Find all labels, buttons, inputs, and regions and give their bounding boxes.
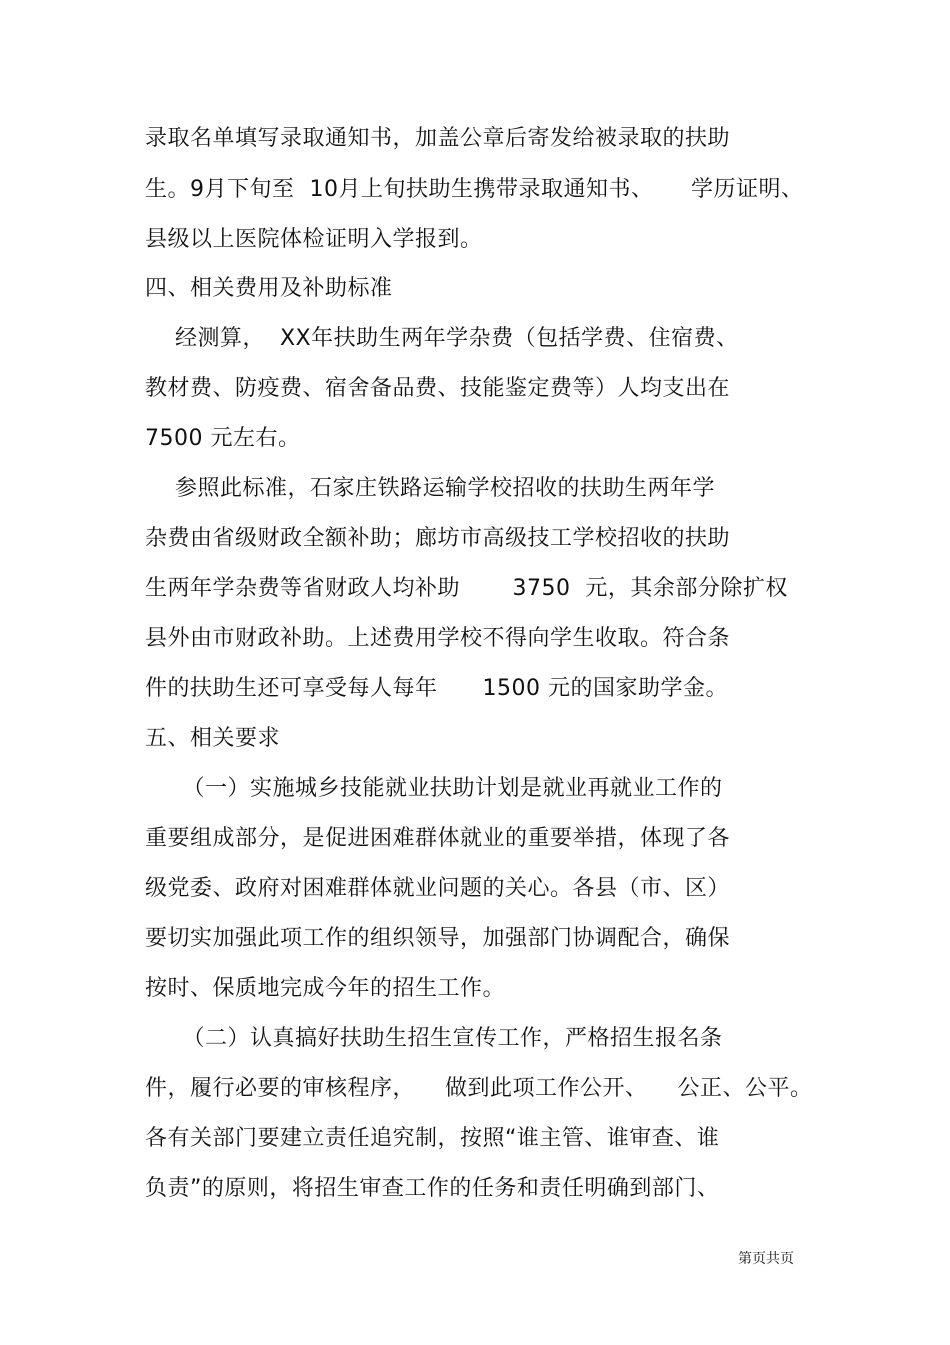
text-line: 件的扶助生还可享受每人每年 1500 元的国家助学金。	[145, 676, 728, 701]
text-line: 级党委、政府对困难群体就业问题的关心。各县（市、区）	[145, 876, 731, 901]
text-line: 重要组成部分，是促进困难群体就业的重要举措，体现了各	[145, 826, 731, 851]
page-footer-label: 第页共页	[738, 1251, 794, 1267]
text-line: 按时、保质地完成今年的招生工作。	[145, 976, 506, 1001]
text-line: 教材费、防疫费、宿舍备品费、技能鉴定费等）人均支出在	[145, 376, 731, 401]
text-line: 负责”的原则，将招生审查工作的任务和责任明确到部门、	[145, 1176, 720, 1201]
text-line: 经测算， XX年扶助生两年学杂费（包括学费、住宿费、	[145, 326, 739, 351]
text-line: 参照此标准，石家庄铁路运输学校招收的扶助生两年学	[145, 476, 715, 501]
text-line: 各有关部门要建立责任追究制，按照“谁主管、谁审查、谁	[145, 1126, 720, 1151]
section-heading-five: 五、相关要求	[145, 726, 281, 751]
text-line: 生。9月下旬至 10月上旬扶助生携带录取通知书、 学历证明、	[145, 177, 804, 202]
text-line: 县外由市财政补助。上述费用学校不得向学生收取。符合条	[145, 626, 731, 651]
text-line: 生两年学杂费等省财政人均补助 3750 元，其余部分除扩权	[145, 576, 788, 601]
text-line: 要切实加强此项工作的组织领导，加强部门协调配合，确保	[145, 926, 731, 951]
section-heading-four: 四、相关费用及补助标准	[145, 276, 393, 301]
text-line: （一）实施城乡技能就业扶助计划是就业再就业工作的	[145, 776, 723, 801]
text-line: 7500 元左右。	[145, 426, 301, 451]
text-line: 县级以上医院体检证明入学报到。	[145, 227, 483, 252]
text-line: 杂费由省级财政全额补助；廊坊市高级技工学校招收的扶助	[145, 526, 731, 551]
text-line: 录取名单填写录取通知书，加盖公章后寄发给被录取的扶助	[145, 126, 731, 151]
text-line: 件，履行必要的审核程序， 做到此项工作公开、 公正、公平。	[145, 1076, 813, 1101]
text-line: （二）认真搞好扶助生招生宣传工作，严格招生报名条	[145, 1026, 723, 1051]
